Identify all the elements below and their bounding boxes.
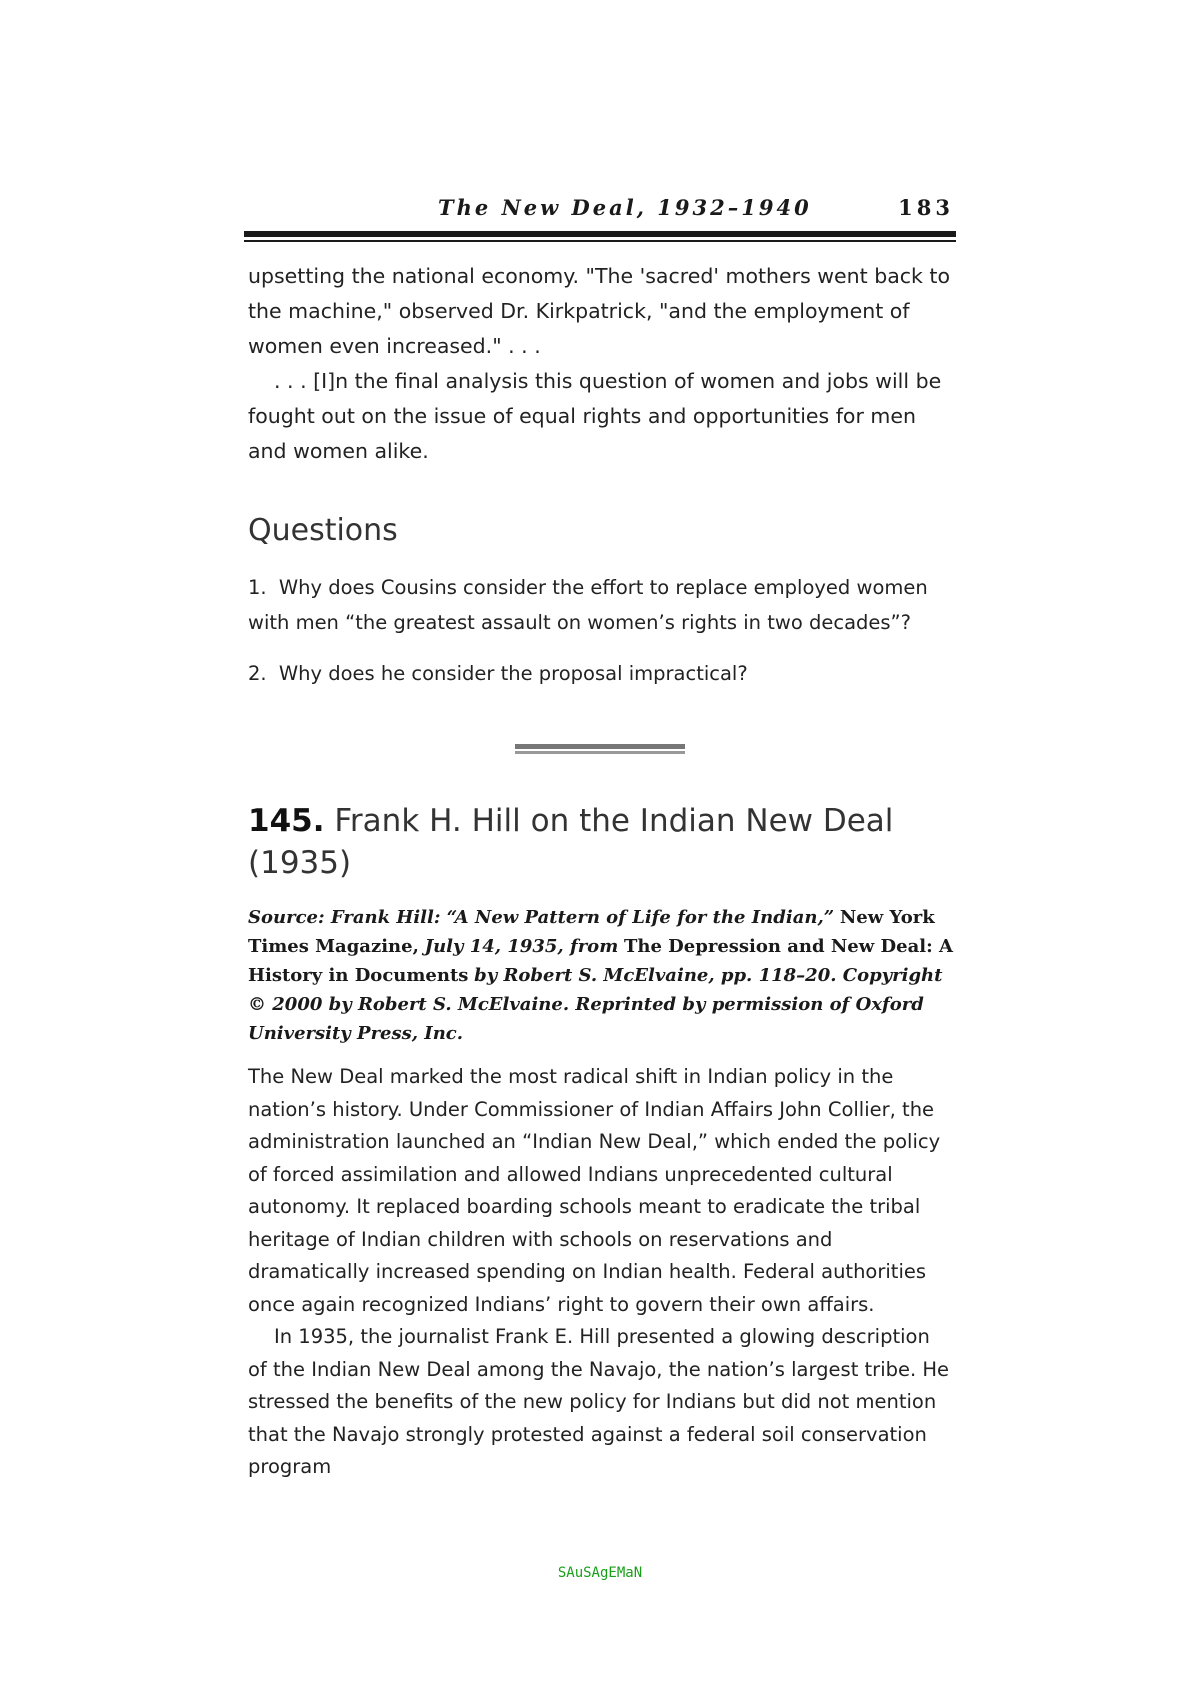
running-head [248, 195, 954, 225]
questions-heading: Questions [248, 513, 398, 548]
footer-watermark: SAuSAgEMaN [557, 1565, 643, 1581]
running-title: The New Deal, 1932–1940 [438, 195, 812, 220]
source-citation [248, 903, 954, 1048]
question-item [248, 656, 954, 691]
question-item [248, 570, 954, 640]
source-citation-part: by Robert S. McElvaine, pp. 118–20. Copyright © 2000 by Robert S. McElvaine. Reprinted by permission of Oxford University Press, Inc. [248, 965, 943, 1044]
source-citation-part: July 14, 1935, from [424, 936, 619, 957]
page-number: 183 [898, 195, 954, 220]
continuation-paragraph: upsetting the national economy. "The 'sacred' mothers went back to the machine," observed Dr. Kirkpatrick, "and the employment of women even increased." . . . [248, 264, 951, 358]
section-divider [515, 744, 685, 754]
source-publication: New York Times Magazine, [248, 907, 935, 957]
source-book-title: The Depression and New Deal: A History in Documents [248, 936, 953, 986]
document-number: 145. [248, 803, 325, 839]
question-text: Why does he consider the proposal impractical? [278, 662, 748, 685]
continuation-paragraph: . . . [I]n the final analysis this question of women and jobs will be fought out on the issue of equal rights and opportunities for men and women alike. [248, 369, 942, 463]
question-number: 1. [248, 576, 267, 599]
divider-bar [515, 751, 685, 754]
intro-paragraph: The New Deal marked the most radical shift in Indian policy in the nation’s history. Under Commissioner of Indian Affairs John Collier, the administration launched an “Indian New Deal,” which ended the policy of forced assimilation and allowed Indians unprecedented cultural autonomy. It replaced boarding schools meant to eradicate the tribal heritage of Indian children with schools on reservations and dramatically increased spending on Indian health. Federal authorities once again recognized Indians’ right to govern their own affairs. [248, 1065, 941, 1316]
header-rule-thick [244, 231, 956, 237]
source-citation-part: Source: Frank Hill: “A New Pattern of Life for the Indian,” [248, 907, 835, 928]
document-title [248, 800, 954, 884]
divider-bar [515, 744, 685, 749]
continuation-text [248, 259, 954, 469]
document-title-text: Frank H. Hill on the Indian New Deal (1935) [248, 803, 894, 881]
header-rule-thin [244, 240, 956, 242]
questions-list [248, 570, 954, 707]
question-number: 2. [248, 662, 267, 685]
question-text: Why does Cousins consider the effort to replace employed women with men “the greatest assault on women’s rights in two decades”? [248, 576, 928, 634]
intro-paragraph: In 1935, the journalist Frank E. Hill presented a glowing description of the Indian New Deal among the Navajo, the nation’s largest tribe. He stressed the benefits of the new policy for Indians but did not mention that the Navajo strongly protested against a federal soil conservation program [248, 1325, 950, 1478]
introduction-text [248, 1061, 954, 1484]
